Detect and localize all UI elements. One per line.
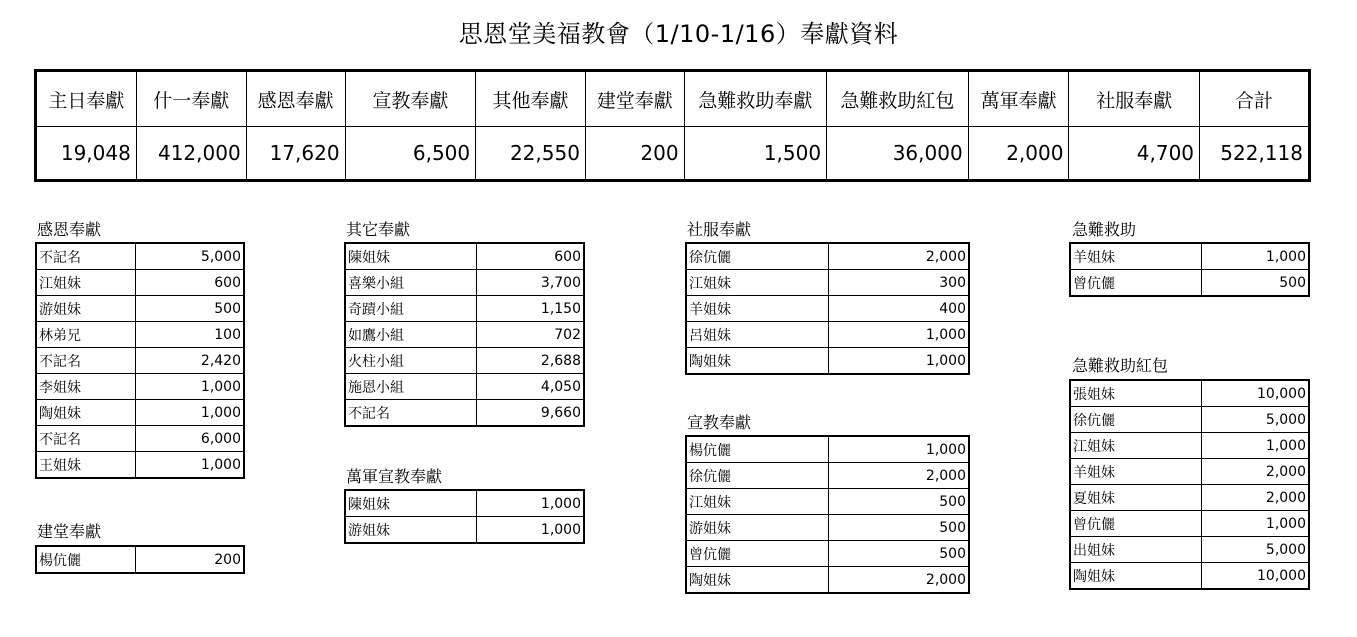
table-row bbox=[686, 541, 969, 567]
donor-name: 羊姐妹 bbox=[686, 296, 828, 322]
value-cell: 17,620 bbox=[246, 127, 345, 181]
summary-table bbox=[34, 69, 1311, 182]
table-row bbox=[36, 452, 244, 479]
table-row bbox=[36, 270, 244, 296]
table-row bbox=[686, 463, 969, 489]
donation-amount: 500 bbox=[828, 489, 969, 515]
donor-name: 徐伉儷 bbox=[686, 463, 828, 489]
value-cell: 4,700 bbox=[1069, 127, 1200, 181]
donor-name: 曾伉儷 bbox=[1070, 511, 1201, 537]
table-row bbox=[36, 400, 244, 426]
table-row bbox=[1070, 243, 1309, 270]
donor-name: 喜樂小組 bbox=[345, 270, 476, 296]
donor-name: 不記名 bbox=[36, 348, 135, 374]
value-cell: 1,500 bbox=[684, 127, 827, 181]
building-offering-table bbox=[35, 545, 245, 574]
donor-name: 楊伉儷 bbox=[36, 546, 135, 573]
header-cell: 建堂奉獻 bbox=[585, 71, 684, 127]
donation-amount: 1,000 bbox=[476, 517, 584, 544]
donor-name: 張姐妹 bbox=[1070, 380, 1201, 407]
donor-name: 江姐妹 bbox=[686, 489, 828, 515]
value-cell: 22,550 bbox=[476, 127, 586, 181]
donation-amount: 1,000 bbox=[135, 452, 244, 479]
thanks-offering-label: 感恩奉獻 bbox=[37, 220, 102, 239]
donation-amount: 400 bbox=[828, 296, 969, 322]
donation-amount: 2,000 bbox=[828, 567, 969, 594]
donation-amount: 2,000 bbox=[828, 463, 969, 489]
value-cell: 522,118 bbox=[1200, 127, 1310, 181]
donor-name: 游姐妹 bbox=[36, 296, 135, 322]
donation-amount: 500 bbox=[135, 296, 244, 322]
donor-name: 出姐妹 bbox=[1070, 537, 1201, 563]
donation-amount: 1,000 bbox=[828, 436, 969, 463]
mission-offering-table bbox=[685, 435, 970, 594]
donor-name: 林弟兄 bbox=[36, 322, 135, 348]
table-row bbox=[1070, 563, 1309, 590]
header-cell: 什一奉獻 bbox=[136, 71, 246, 127]
donation-amount: 9,660 bbox=[476, 400, 584, 427]
emergency-relief-label: 急難救助 bbox=[1072, 220, 1137, 239]
table-row bbox=[36, 546, 244, 573]
table-row bbox=[345, 490, 584, 517]
social-service-offering-label: 社服奉獻 bbox=[687, 220, 752, 239]
table-row bbox=[686, 515, 969, 541]
donor-name: 如鷹小組 bbox=[345, 322, 476, 348]
donation-amount: 500 bbox=[828, 541, 969, 567]
donor-name: 陶姐妹 bbox=[36, 400, 135, 426]
table-row bbox=[1070, 433, 1309, 459]
table-row bbox=[345, 517, 584, 544]
table-row bbox=[345, 400, 584, 427]
donation-amount: 3,700 bbox=[476, 270, 584, 296]
hosts-mission-offering-table bbox=[344, 489, 585, 544]
table-row bbox=[36, 348, 244, 374]
donor-name: 呂姐妹 bbox=[686, 322, 828, 348]
table-row bbox=[686, 270, 969, 296]
table-row bbox=[1070, 485, 1309, 511]
donor-name: 不記名 bbox=[36, 243, 135, 270]
header-cell: 急難救助奉獻 bbox=[684, 71, 827, 127]
donation-amount: 1,150 bbox=[476, 296, 584, 322]
table-row bbox=[686, 567, 969, 594]
donor-name: 曾伉儷 bbox=[686, 541, 828, 567]
header-cell: 其他奉獻 bbox=[476, 71, 586, 127]
value-cell: 19,048 bbox=[36, 127, 137, 181]
donor-name: 游姐妹 bbox=[686, 515, 828, 541]
table-row bbox=[36, 374, 244, 400]
table-row bbox=[1070, 380, 1309, 407]
donor-name: 王姐妹 bbox=[36, 452, 135, 479]
table-row bbox=[1070, 270, 1309, 297]
donation-amount: 500 bbox=[1201, 270, 1309, 297]
table-row bbox=[36, 426, 244, 452]
header-cell: 感恩奉獻 bbox=[246, 71, 345, 127]
donor-name: 游姐妹 bbox=[345, 517, 476, 544]
donation-amount: 600 bbox=[135, 270, 244, 296]
emergency-red-packet-table bbox=[1069, 379, 1310, 590]
donation-amount: 300 bbox=[828, 270, 969, 296]
donation-amount: 10,000 bbox=[1201, 380, 1309, 407]
table-row bbox=[345, 270, 584, 296]
donation-amount: 5,000 bbox=[135, 243, 244, 270]
donor-name: 陶姐妹 bbox=[686, 567, 828, 594]
value-cell: 2,000 bbox=[968, 127, 1069, 181]
donor-name: 羊姐妹 bbox=[1070, 243, 1201, 270]
donor-name: 江姐妹 bbox=[686, 270, 828, 296]
emergency-red-packet-label: 急難救助紅包 bbox=[1072, 356, 1169, 375]
donation-amount: 5,000 bbox=[1201, 537, 1309, 563]
building-offering-label: 建堂奉獻 bbox=[37, 522, 102, 541]
donor-name: 曾伉儷 bbox=[1070, 270, 1201, 297]
header-cell: 萬軍奉獻 bbox=[968, 71, 1069, 127]
table-row bbox=[345, 243, 584, 270]
donation-amount: 6,000 bbox=[135, 426, 244, 452]
thanks-offering-table bbox=[35, 242, 245, 479]
donor-name: 徐伉儷 bbox=[686, 243, 828, 270]
donor-name: 奇蹟小組 bbox=[345, 296, 476, 322]
donation-amount: 1,000 bbox=[1201, 433, 1309, 459]
donation-amount: 10,000 bbox=[1201, 563, 1309, 590]
donation-amount: 200 bbox=[135, 546, 244, 573]
header-cell: 急難救助紅包 bbox=[827, 71, 969, 127]
value-cell: 412,000 bbox=[136, 127, 246, 181]
table-row bbox=[1070, 537, 1309, 563]
donor-name: 羊姐妹 bbox=[1070, 459, 1201, 485]
table-row bbox=[1070, 459, 1309, 485]
hosts-mission-offering-label: 萬軍宣教奉獻 bbox=[346, 467, 443, 486]
summary-header-row bbox=[36, 71, 1310, 127]
table-row bbox=[345, 348, 584, 374]
donor-name: 不記名 bbox=[36, 426, 135, 452]
donation-amount: 100 bbox=[135, 322, 244, 348]
table-row bbox=[36, 322, 244, 348]
table-row bbox=[686, 243, 969, 270]
donor-name: 陳姐妹 bbox=[345, 490, 476, 517]
donation-amount: 1,000 bbox=[828, 322, 969, 348]
table-row bbox=[686, 296, 969, 322]
donation-amount: 5,000 bbox=[1201, 407, 1309, 433]
table-row bbox=[686, 322, 969, 348]
table-row bbox=[36, 243, 244, 270]
donation-amount: 1,000 bbox=[1201, 511, 1309, 537]
donation-amount: 4,050 bbox=[476, 374, 584, 400]
page-title: 思恩堂美福教會（1/10-1/16）奉獻資料 bbox=[458, 20, 899, 48]
emergency-relief-table bbox=[1069, 242, 1310, 297]
table-row bbox=[345, 296, 584, 322]
summary-value-row bbox=[36, 127, 1310, 181]
mission-offering-label: 宣教奉獻 bbox=[687, 413, 752, 432]
donation-amount: 2,000 bbox=[1201, 485, 1309, 511]
other-offering-label: 其它奉獻 bbox=[346, 220, 411, 239]
donor-name: 夏姐妹 bbox=[1070, 485, 1201, 511]
donation-amount: 2,000 bbox=[828, 243, 969, 270]
donor-name: 施恩小組 bbox=[345, 374, 476, 400]
donation-amount: 1,000 bbox=[1201, 243, 1309, 270]
other-offering-table bbox=[344, 242, 585, 427]
donation-amount: 500 bbox=[828, 515, 969, 541]
donor-name: 陶姐妹 bbox=[686, 348, 828, 375]
donor-name: 李姐妹 bbox=[36, 374, 135, 400]
table-row bbox=[686, 348, 969, 375]
header-cell: 社服奉獻 bbox=[1069, 71, 1200, 127]
value-cell: 6,500 bbox=[345, 127, 476, 181]
table-row bbox=[686, 436, 969, 463]
value-cell: 200 bbox=[585, 127, 684, 181]
donor-name: 徐伉儷 bbox=[1070, 407, 1201, 433]
value-cell: 36,000 bbox=[827, 127, 969, 181]
donation-amount: 2,688 bbox=[476, 348, 584, 374]
donation-amount: 1,000 bbox=[135, 400, 244, 426]
table-row bbox=[1070, 407, 1309, 433]
donor-name: 火柱小組 bbox=[345, 348, 476, 374]
table-row bbox=[345, 322, 584, 348]
donor-name: 陳姐妹 bbox=[345, 243, 476, 270]
donor-name: 江姐妹 bbox=[1070, 433, 1201, 459]
donor-name: 江姐妹 bbox=[36, 270, 135, 296]
donation-amount: 2,420 bbox=[135, 348, 244, 374]
donation-amount: 1,000 bbox=[828, 348, 969, 375]
donor-name: 楊伉儷 bbox=[686, 436, 828, 463]
table-row bbox=[36, 296, 244, 322]
header-cell: 主日奉獻 bbox=[36, 71, 137, 127]
table-row bbox=[1070, 511, 1309, 537]
table-row bbox=[345, 374, 584, 400]
donation-amount: 2,000 bbox=[1201, 459, 1309, 485]
donation-amount: 1,000 bbox=[135, 374, 244, 400]
donor-name: 不記名 bbox=[345, 400, 476, 427]
header-cell: 合計 bbox=[1200, 71, 1310, 127]
header-cell: 宣教奉獻 bbox=[345, 71, 476, 127]
donation-amount: 600 bbox=[476, 243, 584, 270]
social-service-offering-table bbox=[685, 242, 970, 375]
donation-amount: 1,000 bbox=[476, 490, 584, 517]
donor-name: 陶姐妹 bbox=[1070, 563, 1201, 590]
table-row bbox=[686, 489, 969, 515]
donation-amount: 702 bbox=[476, 322, 584, 348]
